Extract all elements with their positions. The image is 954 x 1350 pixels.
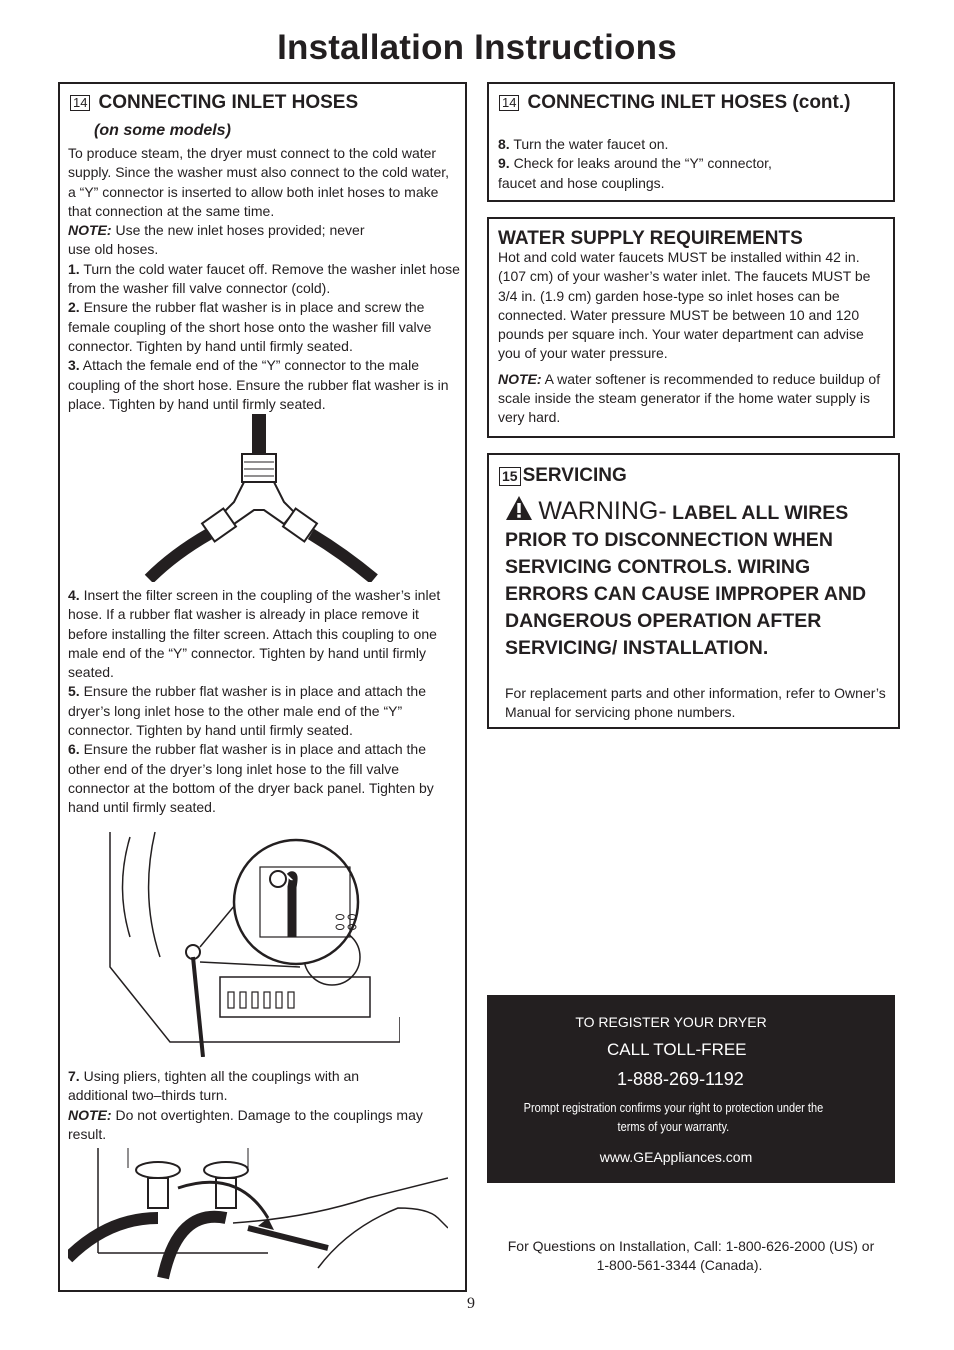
section-connecting-inlet-hoses xyxy=(58,82,467,1292)
section-connecting-inlet-hoses-cont xyxy=(487,82,895,202)
text-block-steps-1-3 xyxy=(68,144,460,414)
water-requirements-text: Hot and cold water faucets MUST be installed within 42 in. (107 cm) of your washer’s water inlet. The faucets MUST be 3/4 in. (1.9 cm) garden hose-type so inlet hoses can be connected. Water pressure MUST be between 10 and 120 pounds per square inch. Your water department can advise you of your water pressure. xyxy=(498,249,871,362)
section-title: CONNECTING INLET HOSES xyxy=(98,92,359,113)
section-number: 15 xyxy=(499,467,521,486)
section-water-supply-requirements xyxy=(487,217,895,438)
water-softener-note: NOTE: A water softener is recommended to reduce buildup of scale inside the steam generator if the home water supply is very hard. xyxy=(498,370,881,426)
call-toll-free: CALL TOLL-FREE xyxy=(607,1040,747,1059)
dryer-back-panel-illustration xyxy=(100,827,400,1057)
section-title: CONNECTING INLET HOSES (cont.) xyxy=(527,92,851,113)
intro-paragraph: To produce steam, the dryer must connect to the cold water supply. Since the washer must also connect to the cold water, a “Y” connector is inserted to allow both inlet hoses to make that connection at the same time. xyxy=(68,145,450,219)
step-3: 3. Attach the female end of the “Y” connector to the male coupling of the short hose. Ensure the rubber flat washer is in place. Tighten by hand until firmly seated. xyxy=(68,357,449,412)
warranty-line-2: terms of your warranty. xyxy=(617,1120,730,1134)
step-4: 4. Insert the filter screen in the coupling of the washer’s inlet hose. If a rubber flat washer is already in place remove it before installing the filter screen. Attach this coupling to one male end of the “Y” connector. Tighten by hand until firmly seated. xyxy=(68,587,441,681)
installation-questions-line-2: 1-800-561-3344 (Canada). xyxy=(596,1257,763,1273)
section-heading xyxy=(499,465,627,487)
warning-word: WARNING- xyxy=(538,497,667,525)
section-servicing xyxy=(487,453,900,729)
text-block-steps-4-6 xyxy=(68,586,460,818)
registration-panel xyxy=(487,995,895,1183)
page-title: Installation Instructions xyxy=(277,28,677,67)
installation-questions-line-1: For Questions on Installation, Call: 1-800-626-2000 (US) or xyxy=(507,1238,875,1254)
register-phone: 1-888-269-1192 xyxy=(617,1069,744,1089)
step-9: 9. Check for leaks around the “Y” connector, faucet and hose couplings. xyxy=(498,155,772,191)
step-8: 8. Turn the water faucet on. xyxy=(498,136,669,152)
pliers-tightening-illustration xyxy=(68,1148,448,1288)
text-block-steps-8-9 xyxy=(498,135,888,193)
register-heading: TO REGISTER YOUR DRYER xyxy=(575,1014,767,1030)
page-number: 9 xyxy=(467,1295,475,1312)
step-1: 1. Turn the cold water faucet off. Remove the washer inlet hose from the washer fill valve connector (cold). xyxy=(68,260,460,297)
note-paragraph: NOTE: Use the new inlet hoses provided; never use old hoses. xyxy=(68,222,365,258)
section-heading xyxy=(499,92,850,114)
section-number: 14 xyxy=(499,95,519,111)
warning-message xyxy=(505,495,890,662)
section-title: SERVICING xyxy=(522,465,627,486)
step-7: 7. Using pliers, tighten all the couplings with an additional two–thirds turn. xyxy=(68,1068,360,1104)
section-title: WATER SUPPLY REQUIREMENTS xyxy=(498,228,803,249)
y-connector-illustration xyxy=(144,414,384,582)
step-2: 2. Ensure the rubber flat washer is in place and screw the female coupling of the short hose onto the washer fill valve connector. Tighten by hand until firmly seated. xyxy=(68,299,432,354)
section-number: 14 xyxy=(70,95,90,111)
step-5: 5. Ensure the rubber flat washer is in place and attach the dryer’s long inlet hose to the other male end of the “Y” connector. Tighten by hand until firmly seated. xyxy=(68,683,427,739)
section-subheading: (on some models) xyxy=(94,122,231,139)
warranty-line-1: Prompt registration confirms your right to protection under the xyxy=(523,1101,824,1115)
website-link[interactable]: www.GEAppliances.com xyxy=(599,1149,753,1165)
warning-text: LABEL ALL WIRES PRIOR TO DISCONNECTION WHEN SERVICING CONTROLS. WIRING ERRORS CAN CAUSE IMPROPER AND DANGEROUS OPERATION AFTER SERVICING/ INSTALLATION. xyxy=(505,502,867,659)
warning-triangle-icon xyxy=(505,495,533,521)
section-heading xyxy=(70,92,358,114)
step-6: 6. Ensure the rubber flat washer is in place and attach the other end of the dryer’s long inlet hose to the fill valve connector at the bottom of the dryer back panel. Tighten by hand until firmly seated. xyxy=(68,741,434,816)
servicing-info: For replacement parts and other information, refer to Owner’s Manual for servicing phone numbers. xyxy=(505,685,886,721)
text-block-step-7 xyxy=(68,1067,460,1144)
note-overtighten: NOTE: Do not overtighten. Damage to the couplings may result. xyxy=(68,1106,423,1142)
text-block-water xyxy=(498,248,890,428)
